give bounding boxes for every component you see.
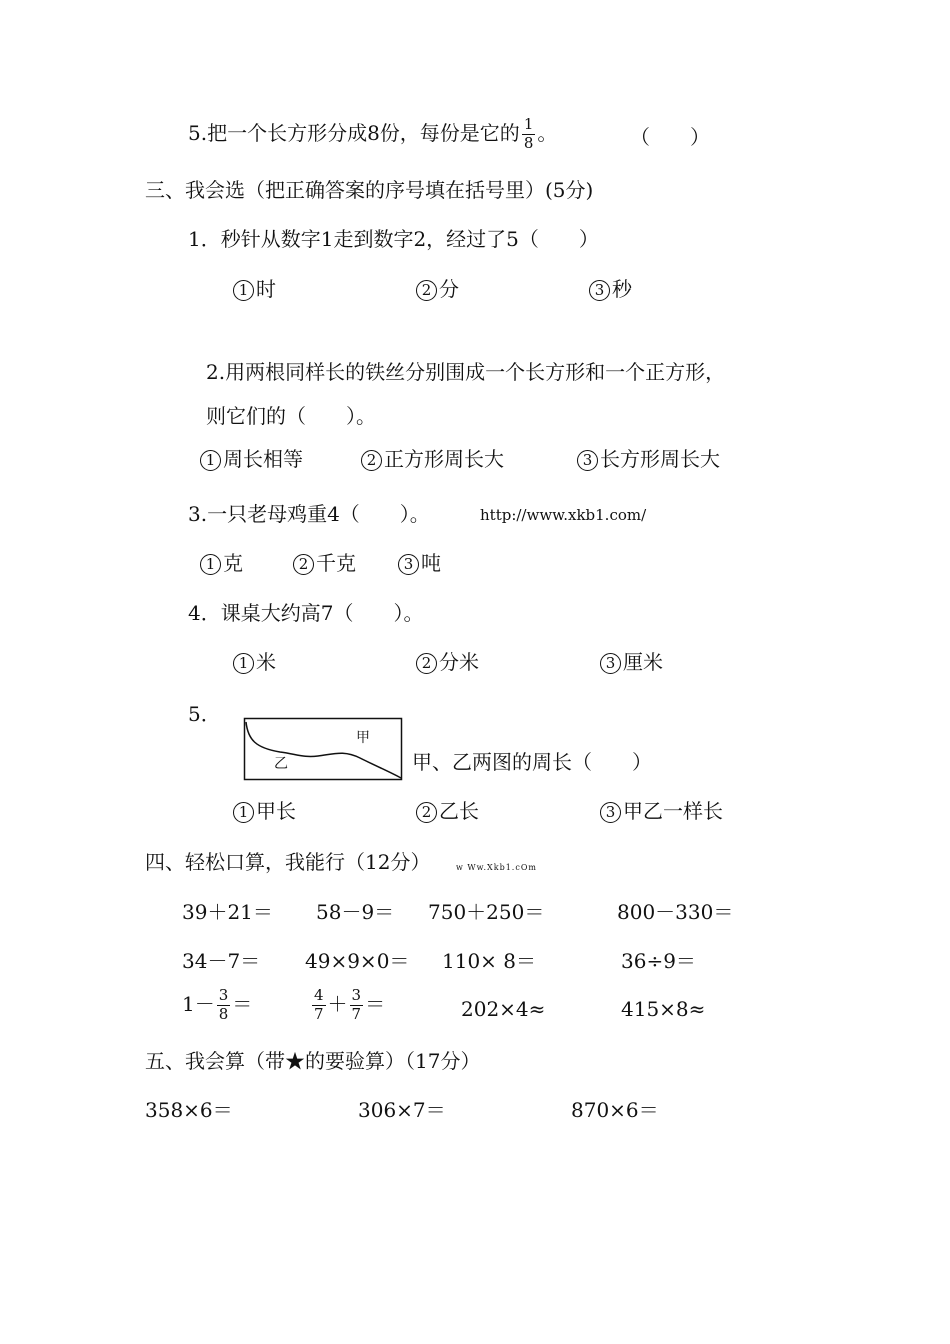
option-label: 秒 xyxy=(612,277,632,301)
circled-number-icon: 3 xyxy=(577,450,598,471)
tf-question-5-answer-bracket[interactable]: （ ） xyxy=(630,125,710,149)
written-calc-1: 358×6＝ xyxy=(145,1098,233,1122)
option-label: 乙长 xyxy=(439,799,479,823)
mental-calc-5: 34－7＝ xyxy=(182,949,261,973)
tf-question-5-text: 5.把一个长方形分成8份，每份是它的 xyxy=(188,120,520,145)
fraction-numerator: 4 xyxy=(314,986,324,1004)
written-calc-2: 306×7＝ xyxy=(358,1098,446,1122)
q1-option-2[interactable] xyxy=(416,279,459,301)
choice-question-5-number: 5． xyxy=(188,702,221,726)
watermark-url: http://www.xkb1.com/ xyxy=(480,506,647,524)
choice-question-3: 3.一只老母鸡重4（ ）。 xyxy=(188,502,430,526)
option-label: 甲乙一样长 xyxy=(623,799,723,823)
circled-number-icon: 1 xyxy=(233,802,254,823)
option-label: 时 xyxy=(256,277,276,301)
q2-option-1[interactable] xyxy=(200,449,303,471)
figure-label-yi: 乙 xyxy=(274,756,288,772)
option-label: 分 xyxy=(439,277,459,301)
q1-option-1[interactable] xyxy=(233,279,276,301)
fraction-denominator: 8 xyxy=(523,133,534,152)
mental-calc-4: 800－330＝ xyxy=(617,900,734,924)
fraction-three-sevenths xyxy=(350,988,364,1023)
written-calc-3: 870×6＝ xyxy=(571,1098,659,1122)
option-label: 米 xyxy=(256,650,276,674)
mental-calc-7: 110× 8＝ xyxy=(442,949,537,973)
choice-question-2-line-2: 则它们的（ ）。 xyxy=(206,404,376,428)
watermark-text: w Ww.Xkb1.cOm xyxy=(456,863,537,872)
q3-option-2[interactable] xyxy=(293,553,356,575)
circled-number-icon: 1 xyxy=(200,554,221,575)
mental-calc-9 xyxy=(182,988,252,1023)
circled-number-icon: 2 xyxy=(416,653,437,674)
q2-option-3[interactable] xyxy=(577,449,720,471)
tf-question-5-period: 。 xyxy=(537,120,558,145)
tf-question-5 xyxy=(188,117,557,152)
fraction-denominator: 7 xyxy=(314,1004,324,1023)
fraction-one-eighth xyxy=(522,117,536,152)
figure-label-jia: 甲 xyxy=(356,730,370,746)
mental-calc-2: 58－9＝ xyxy=(316,900,395,924)
circled-number-icon: 2 xyxy=(361,450,382,471)
fraction-numerator: 3 xyxy=(218,986,229,1004)
q4-option-1[interactable] xyxy=(233,652,276,674)
circled-number-icon: 3 xyxy=(600,653,621,674)
calc-text: ＝ xyxy=(365,991,386,1016)
choice-question-4: 4．课桌大约高7（ ）。 xyxy=(188,601,424,625)
mental-calc-12: 415×8≈ xyxy=(621,997,706,1021)
mental-calc-11: 202×4≈ xyxy=(461,997,546,1021)
q4-option-3[interactable] xyxy=(600,652,663,674)
option-label: 厘米 xyxy=(623,650,663,674)
circled-number-icon: 2 xyxy=(416,280,437,301)
choice-question-2-line-1: 2.用两根同样长的铁丝分别围成一个长方形和一个正方形， xyxy=(206,360,726,384)
option-label: 正方形周长大 xyxy=(384,447,504,471)
circled-number-icon: 1 xyxy=(200,450,221,471)
choice-question-1: 1．秒针从数字1走到数字2，经过了5（ ） xyxy=(188,227,599,251)
calc-text: ＝ xyxy=(232,991,253,1016)
circled-number-icon: 1 xyxy=(233,280,254,301)
mental-calc-3: 750＋250＝ xyxy=(428,900,545,924)
fraction-numerator: 3 xyxy=(351,986,362,1004)
mental-calc-8: 36÷9＝ xyxy=(621,949,696,973)
q2-option-2[interactable] xyxy=(361,449,504,471)
option-label: 克 xyxy=(223,551,243,575)
section-3-title: 三、我会选（把正确答案的序号填在括号里）(5分) xyxy=(145,178,594,202)
option-label: 分米 xyxy=(439,650,479,674)
fraction-three-eighths xyxy=(217,988,231,1023)
circled-number-icon: 1 xyxy=(233,653,254,674)
circled-number-icon: 2 xyxy=(416,802,437,823)
q5-option-3[interactable] xyxy=(600,801,723,823)
fraction-denominator: 8 xyxy=(218,1004,229,1023)
fraction-denominator: 7 xyxy=(351,1004,362,1023)
circled-number-icon: 3 xyxy=(589,280,610,301)
q3-option-3[interactable] xyxy=(398,553,441,575)
option-label: 千克 xyxy=(316,551,356,575)
mental-calc-10 xyxy=(310,988,385,1023)
q4-option-2[interactable] xyxy=(416,652,479,674)
figure-dividing-curve xyxy=(246,722,401,778)
section-4-title: 四、轻松口算，我能行（12分） xyxy=(145,850,431,874)
section-5-title: 五、我会算（带★的要验算）（17分） xyxy=(145,1049,481,1073)
option-label: 甲长 xyxy=(256,799,296,823)
circled-number-icon: 2 xyxy=(293,554,314,575)
mental-calc-1: 39＋21＝ xyxy=(182,900,273,924)
circled-number-icon: 3 xyxy=(398,554,419,575)
option-label: 周长相等 xyxy=(223,447,303,471)
choice-question-5-text: 甲、乙两图的周长（ ） xyxy=(412,750,652,774)
fraction-numerator: 1 xyxy=(523,115,534,133)
q3-option-1[interactable] xyxy=(200,553,243,575)
option-label: 吨 xyxy=(421,551,441,575)
mental-calc-6: 49×9×0＝ xyxy=(305,949,410,973)
circled-number-icon: 3 xyxy=(600,802,621,823)
option-label: 长方形周长大 xyxy=(600,447,720,471)
q5-option-1[interactable] xyxy=(233,801,296,823)
q1-option-3[interactable] xyxy=(589,279,632,301)
calc-operator: ＋ xyxy=(327,991,348,1016)
perimeter-figure xyxy=(240,714,406,784)
fraction-four-sevenths xyxy=(312,988,326,1023)
q5-option-2[interactable] xyxy=(416,801,479,823)
calc-text: 1－ xyxy=(182,991,215,1016)
